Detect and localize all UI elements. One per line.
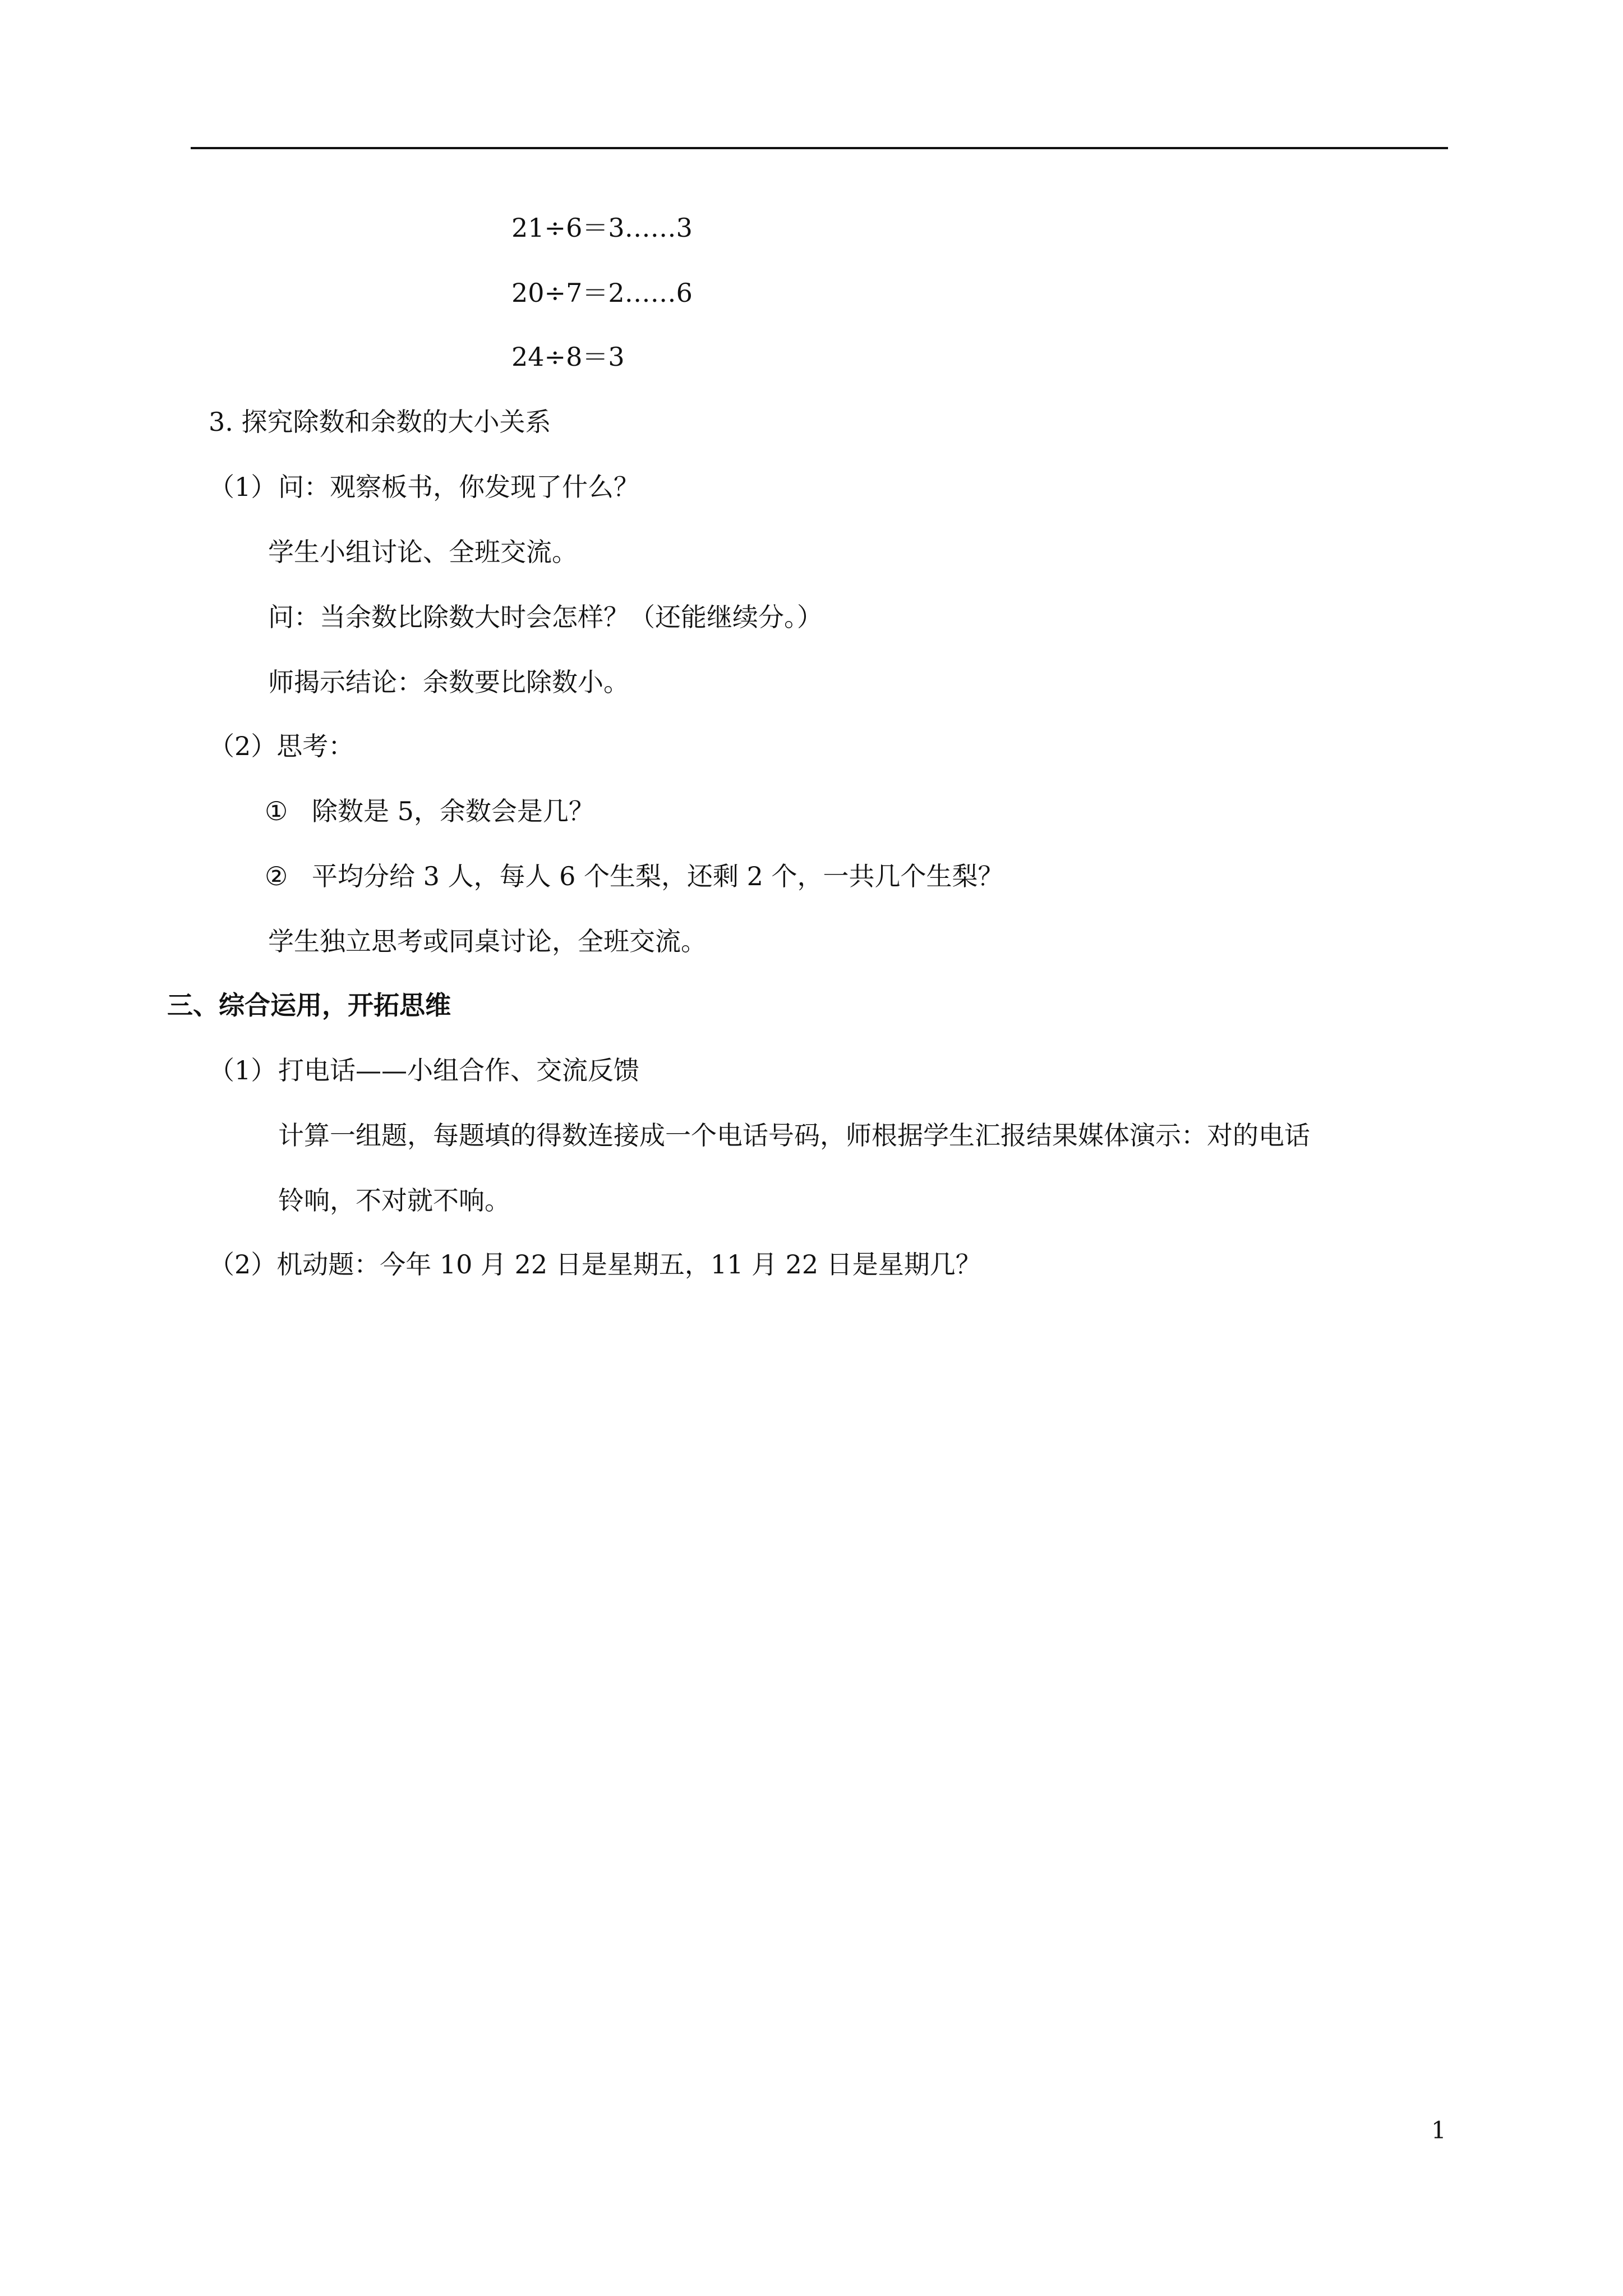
part-three-item-2: （2）机动题：今年 10 月 22 日是星期五，11 月 22 日是星期几？ bbox=[209, 1249, 981, 1280]
conclusion-text: 师揭示结论：余数要比除数小。 bbox=[268, 667, 629, 697]
part-three-item-1-desc-line-2: 铃响，不对就不响。 bbox=[278, 1185, 510, 1216]
question-2-text: 问：当余数比除数大时会怎样？（还能继续分。） bbox=[268, 602, 823, 632]
equation-2: 20÷7＝2……6 bbox=[511, 278, 693, 308]
header-rule bbox=[191, 147, 1448, 149]
section-3-title: 3. 探究除数和余数的大小关系 bbox=[209, 407, 551, 437]
item-1-label: （1） bbox=[209, 472, 277, 502]
item-2-label: （2）思考： bbox=[209, 731, 354, 761]
part-three-heading: 三、综合运用，开拓思维 bbox=[167, 990, 451, 1020]
activity-text: 学生独立思考或同桌讨论，全班交流。 bbox=[268, 926, 707, 956]
page-number: 1 bbox=[1431, 2116, 1446, 2144]
discussion-text: 学生小组讨论、全班交流。 bbox=[268, 537, 578, 567]
equation-1: 21÷6＝3……3 bbox=[511, 213, 693, 243]
think-question-2: 平均分给 3 人，每人 6 个生梨，还剩 2 个，一共几个生梨？ bbox=[312, 861, 1004, 891]
part-three-item-1-desc-line-1: 计算一组题，每题填的得数连接成一个电话号码，师根据学生汇报结果媒体演示：对的电话 bbox=[278, 1120, 1310, 1151]
circled-two-marker: ② bbox=[265, 861, 288, 891]
circled-one-marker: ① bbox=[265, 796, 288, 826]
think-question-1: 除数是 5，余数会是几？ bbox=[312, 796, 594, 826]
part-three-item-1-label: （1） bbox=[209, 1055, 277, 1085]
part-three-item-1-title: 打电话——小组合作、交流反馈 bbox=[278, 1055, 639, 1085]
equation-3: 24÷8＝3 bbox=[511, 342, 625, 372]
item-1-question: 问：观察板书，你发现了什么？ bbox=[278, 472, 639, 502]
